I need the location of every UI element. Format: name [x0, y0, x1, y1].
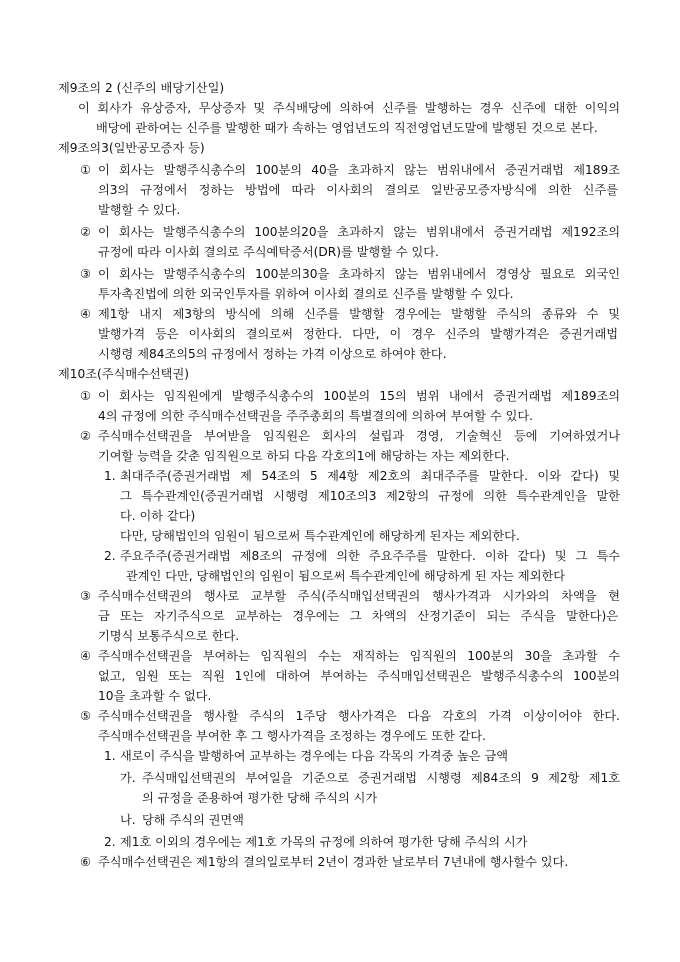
item-line: 시행령 제84조의5의 규정에서 정하는 가격 이상으로 하여야 한다.: [98, 347, 447, 361]
item-line: 금 또는 자기주식으로 교부하는 경우에는 그 차액의 산정기준이 되는 주식을 말한다)은: [98, 609, 618, 623]
item-line: 투자촉진법에 의한 외국인투자를 위하여 이사회 결의로 신주를 발행할 수 있다.: [98, 287, 514, 301]
article-heading: 제10조(주식매수선택권): [58, 367, 189, 381]
item-line: 주식매수선택권은 제1항의 결의일로부터 2년이 경과한 날로부터 7년내에 행사할수 있다.: [98, 855, 569, 869]
paragraph-line: 이 회사가 유상증자, 무상증자 및 주식배당에 의하여 신주를 발행하는 경우 신주에 대한 이익의: [78, 101, 620, 115]
item-line: 없고, 임원 또는 직원 1인에 대하여 부여하는 주식매입선택권은 발행주식총수의 100분의: [98, 669, 620, 683]
item-line: 주식매수선택권을 부여하는 임직원의 수는 재직하는 임직원의 100분의 30을 초과할 수: [98, 649, 620, 663]
item-line: 제1항 내지 제3항의 방식에 의해 신주를 발행할 경우에는 발행할 주식의 종류와 수 및: [98, 307, 620, 321]
item-line: 주식매수선택권을 부여한 후 그 행사가격을 조정하는 경우에도 또한 같다.: [98, 729, 487, 743]
item-line: 발행할 수 있다.: [98, 203, 181, 217]
item-line: 이 회사는 임직원에게 발행주식총수의 100분의 15의 범위 내에서 증권거래법 제189조의: [98, 389, 620, 403]
item-number: ①: [80, 163, 91, 177]
sub-sub-item-line: 당해 주식의 권면액: [142, 813, 244, 827]
item-line: 10을 초과할 수 없다.: [98, 689, 212, 703]
item-line: 이 회사는 발행주식총수의 100분의20을 초과하지 않는 범위내에서 증권거래법 제192조의: [98, 225, 620, 239]
item-number: ③: [80, 589, 91, 603]
item-line: 이 회사는 발행주식총수의 100분의30을 초과하지 않는 범위내에서 경영상 필요로 외국인: [98, 267, 620, 281]
item-number: ⑤: [80, 709, 91, 723]
item-line: 이 회사는 발행주식총수의 100분의 40을 초과하지 않는 범위내에서 증권거래법 제189조: [98, 163, 620, 177]
sub-item-line: 관계인 다만, 당해법인의 임원이 됨으로써 특수관계인에 해당하게 된 자는 제외한다: [126, 569, 566, 583]
item-number: ②: [80, 429, 91, 443]
sub-item-line: 다. 이하 같다): [120, 509, 196, 523]
sub-sub-item-line: 주식매입선택권의 부여일을 기준으로 증권거래법 시행령 제84조의 9 제2항 제1호: [142, 771, 620, 785]
sub-sub-item-number: 나.: [120, 813, 136, 827]
item-number: ①: [80, 389, 91, 403]
item-line: 주식매수선택권을 부여받을 임직원은 회사의 설립과 경영, 기술혁신 등에 기여하였거나: [98, 429, 620, 443]
sub-item-line: 주요주주(증권거래법 제8조의 규정에 의한 주요주주를 말한다. 이하 같다) 및 그 특수: [120, 549, 620, 563]
item-line: 의3의 규정에서 정하는 방법에 따라 이사회의 결의로 일반공모증자방식에 의한 신주를: [98, 183, 618, 197]
item-number: ②: [80, 225, 91, 239]
item-number: ③: [80, 267, 91, 281]
item-line: 주식매수선택권을 행사할 주식의 1주당 행사가격은 다음 각호의 가격 이상이어야 한다.: [98, 709, 620, 723]
paragraph-line: 배당에 관하여는 신주를 발행한 때가 속하는 영업년도의 직전영업년도말에 발행된 것으로 본다.: [96, 121, 598, 135]
item-line: 4의 규정에 의한 주식매수선택권을 주주총회의 특별결의에 의하여 부여할 수 있다.: [98, 409, 534, 423]
sub-sub-item-line: 의 규정을 준용하여 평가한 당해 주식의 시가: [142, 791, 378, 805]
item-line: 발행가격 등은 이사회의 결의로써 정한다. 다만, 이 경우 신주의 발행가격은 증권거래법: [98, 327, 618, 341]
item-line: 주식매수선택권의 행사로 교부할 주식(주식매입선택권의 행사가격과 시가와의 차액을 현: [98, 589, 620, 603]
sub-sub-item-number: 가.: [120, 771, 136, 785]
sub-item-number: 2.: [104, 549, 116, 563]
sub-item-number: 1.: [104, 749, 116, 763]
sub-item-line: 새로이 주식을 발행하여 교부하는 경우에는 다음 각목의 가격중 높은 금액: [120, 749, 509, 763]
sub-item-line: 제1호 이외의 경우에는 제1호 가목의 규정에 의하여 평가한 당해 주식의 시가: [120, 835, 528, 849]
article-heading: 제9조의3(일반공모증자 등): [58, 141, 205, 155]
item-line: 규정에 따라 이사회 결의로 주식예탁증서(DR)를 발행할 수 있다.: [98, 245, 439, 259]
item-line: 기여할 능력을 갖춘 임직원으로 하되 다음 각호의1에 해당하는 자는 제외한다.: [98, 449, 510, 463]
sub-item-line: 최대주주(증권거래법 제 54조의 5 제4항 제2호의 최대주주를 말한다. 이와 같다) 및: [120, 469, 620, 483]
item-line: 기명식 보통주식으로 한다.: [98, 629, 240, 643]
sub-item-line: 다만, 당해법인의 임원이 됨으로써 특수관계인에 해당하게 된자는 제외한다.: [120, 529, 520, 543]
sub-item-number: 2.: [104, 835, 116, 849]
article-heading: 제9조의 2 (신주의 배당기산일): [58, 81, 225, 95]
sub-item-number: 1.: [104, 469, 116, 483]
item-number: ⑥: [80, 855, 91, 869]
item-number: ④: [80, 649, 91, 663]
item-number: ④: [80, 307, 91, 321]
sub-item-line: 그 특수관계인(증권거래법 시행령 제10조의3 제2항의 규정에 의한 특수관계인을 말한: [120, 489, 620, 503]
